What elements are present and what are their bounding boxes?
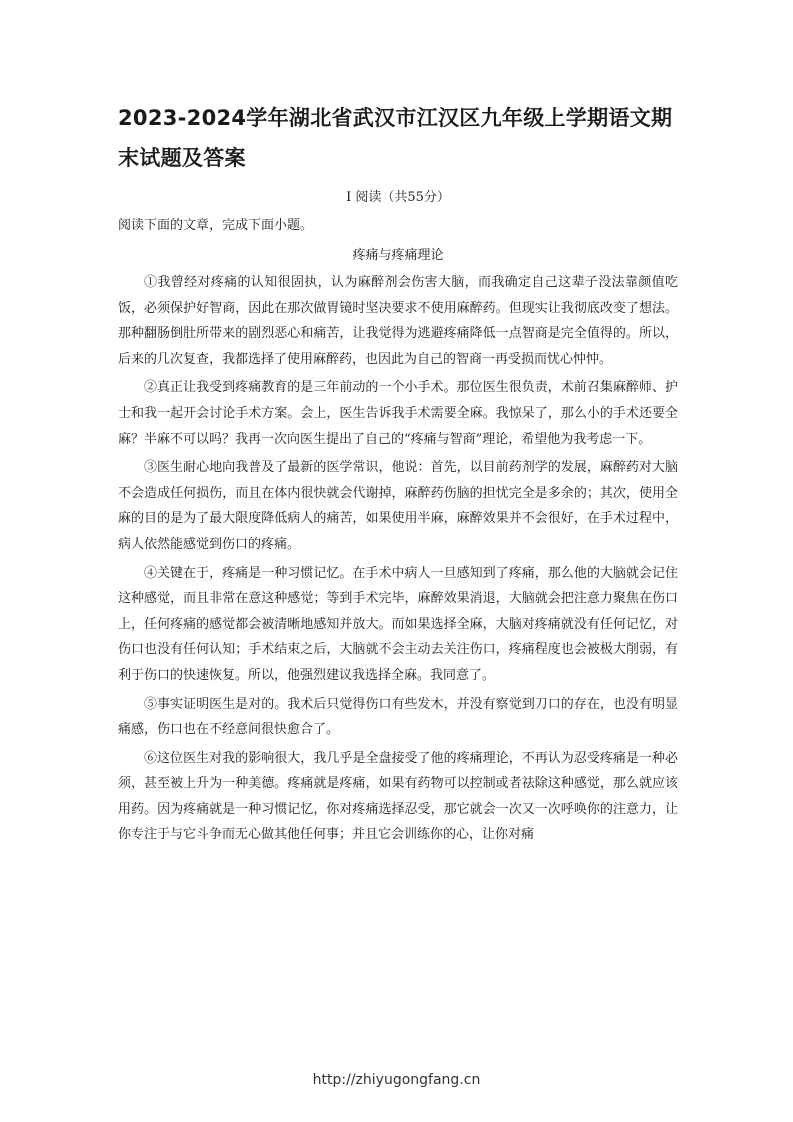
article-title: 疼痛与疼痛理论 <box>352 248 444 263</box>
paragraph-5: ⑤事实证明医生是对的。我术后只觉得伤口有些发木，并没有察觉到刀口的存在，也没有明显痛感，伤口也在不经意间很快愈合了。 <box>118 696 678 738</box>
paragraph-3: ③医生耐心地向我普及了最新的医学常识，他说：首先，以目前药剂学的发展，麻醉药对大脑不会造成任何损伤，而且在体内很快就会代谢掉，麻醉药伤脑的担忧完全是多余的；其次，使用全麻的目的是为了最大限度降低病人的痛苦，如果使用半麻，麻醉效果并不会很好，在手术过程中，病人依然能感觉到伤口的疼痛。 <box>118 460 678 552</box>
paragraph-4: ④关键在于，疼痛是一种习惯记忆。在手术中病人一旦感知到了疼痛，那么他的大脑就会记住这种感觉，而且非常在意这种感觉；等到手术完毕，麻醉效果消退，大脑就会把注意力聚焦在伤口上，任何疼痛的感觉都会被清晰地感知并放大。而如果选择全麻，大脑对疼痛就没有任何记忆，对伤口也没有任何认知；手术结束之后，大脑就不会主动去关注伤口，疼痛程度也会被极大削弱，有利于伤口的快速恢复。所以，他强烈建议我选择全麻。我同意了。 <box>118 565 678 683</box>
section-heading: I 阅读（共55分） <box>346 190 450 205</box>
reading-instruction: 阅读下面的文章，完成下面小题。 <box>118 218 314 233</box>
document-page <box>118 98 678 851</box>
paragraph-2: ②真正让我受到疼痛教育的是三年前动的一个小手术。那位医生很负责，术前召集麻醉师、护士和我一起开会讨论手术方案。会上，医生告诉我手术需要全麻。我惊呆了，那么小的手术还要全麻？半麻不可以吗？我再一次向医生提出了自己的“疼痛与智商”理论，希望他为我考虑一下。 <box>118 380 678 447</box>
footer-url: http://zhiyugongfang.cn <box>312 1072 481 1088</box>
article-body <box>118 270 678 848</box>
paragraph-1: ①我曾经对疼痛的认知很固执，认为麻醉剂会伤害大脑，而我确定自己这辈子没法靠颜值吃饭，必须保护好智商，因此在那次做胃镜时坚决要求不使用麻醉药。但现实让我彻底改变了想法。那种翻肠倒肚所带来的剧烈恶心和痛苦，让我觉得为逃避疼痛降低一点智商是完全值得的。所以，后来的几次复查，我都选择了使用麻醉药，也因此为自己的智商一再受损而忧心忡忡。 <box>118 275 678 367</box>
paragraph-6: ⑥这位医生对我的影响很大，我几乎是全盘接受了他的疼痛理论，不再认为忍受疼痛是一种必须，甚至被上升为一种美德。疼痛就是疼痛，如果有药物可以控制或者祛除这种感觉，那么就应该用药。因为疼痛就是一种习惯记忆，你对疼痛选择忍受，那它就会一次又一次呼唤你的注意力，让你专注于与它斗争而无心做其他任何事；并且它会训练你的心，让你对痛 <box>118 750 678 843</box>
document-title: 2023-2024学年湖北省武汉市江汉区九年级上学期语文期末试题及答案 <box>118 106 673 170</box>
